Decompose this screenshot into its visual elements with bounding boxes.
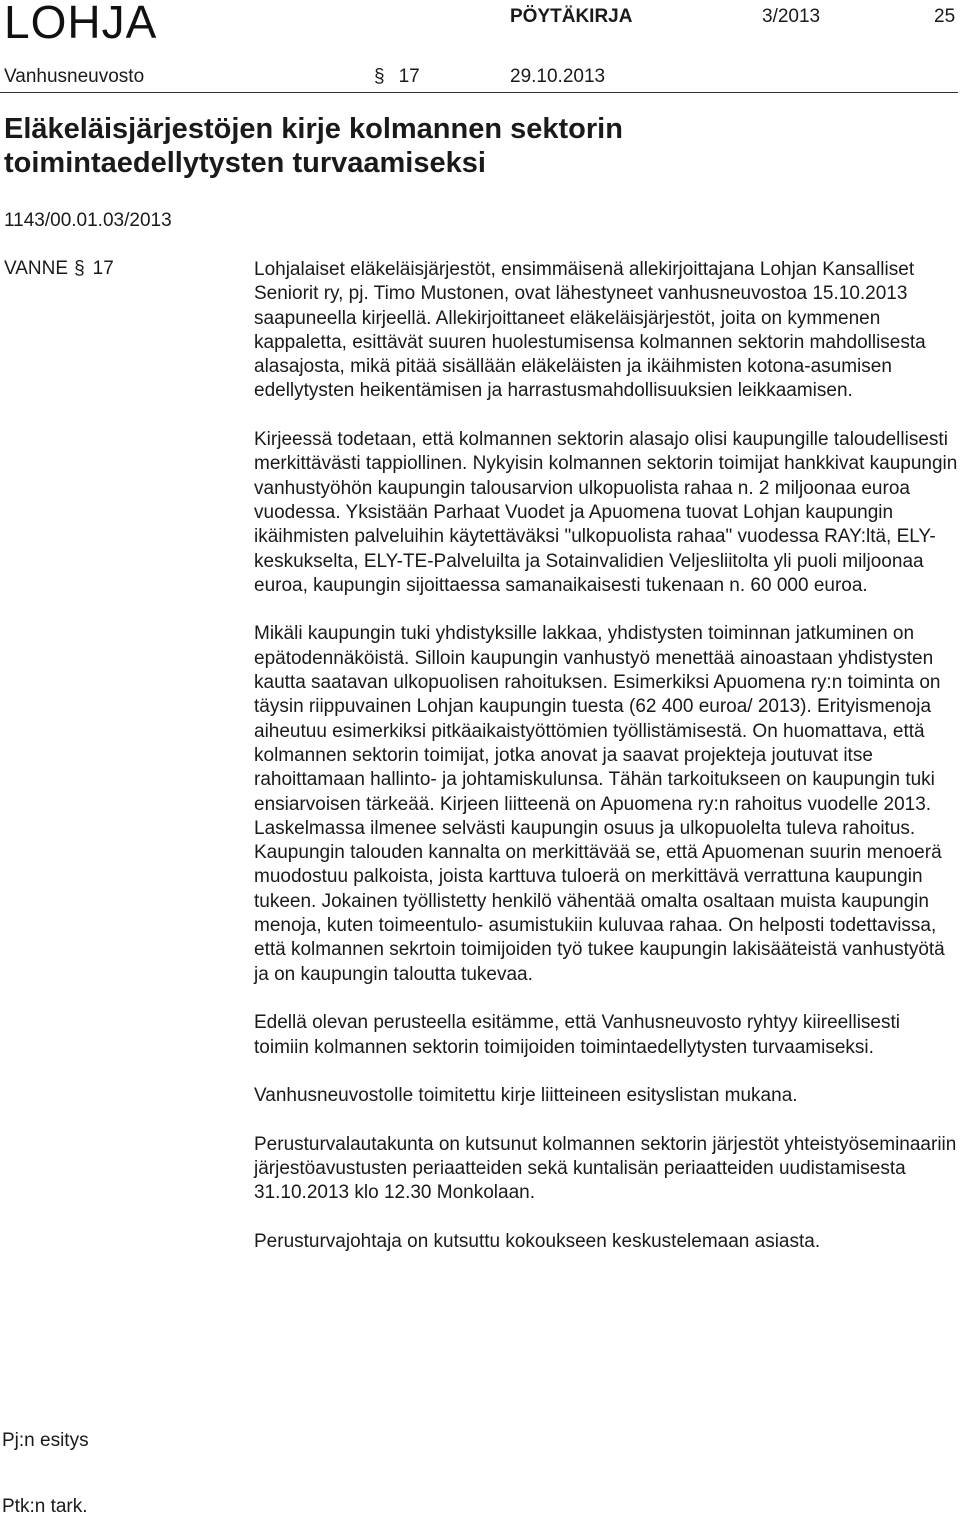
item-body — [254, 258, 960, 1278]
attachment-label: VANNE — [4, 258, 69, 279]
attachment-section-symbol: § — [74, 258, 85, 279]
minutes-checked-label: Ptk:n tark. — [2, 1496, 88, 1517]
body-paragraph-4: Edellä olevan perusteella esitämme, että Vanhusneuvosto ryhtyy kiireellisesti toimiin kolmannen sektorin toimijoiden toimintaedellytysten turvaamiseksi. — [254, 1012, 900, 1058]
header-divider — [0, 92, 958, 93]
body-paragraph-1: Lohjalaiset eläkeläisjärjestöt, ensimmäisenä allekirjoittajana Lohjan Kansalliset Seniorit ry, pj. Timo Mustonen, ovat lähestyneet vanhusneuvostoa 15.10.2013 saapuneella kirjeellä. Allekirjoittaneet eläkeläisjärjestöt, joita on kymmenen kappaletta, esittävät suuren huolestumisensa kolmannen sektorin mahdollisesta alasajosta, mikä pitää sisällään eläkeläisten ja ikäihmisten kotona-asumisen edellytysten heikentämisen ja harrastusmahdollisuuksien leikkaamisen. — [254, 259, 926, 402]
document-reference: 1143/00.01.03/2013 — [4, 210, 172, 231]
body-paragraph-6: Perusturvalautakunta on kutsunut kolmannen sektorin järjestöt yhteistyöseminaariin järjestöavustusten periaatteiden sekä kuntalisän periaatteiden uudistamisesta 31.10.2013 klo 12.30 Monkolaan. — [254, 1133, 957, 1204]
item-title — [4, 112, 724, 180]
body-paragraph-2: Kirjeessä todetaan, että kolmannen sektorin alasajo olisi kaupungille taloudellisesti merkittävästi tappiollinen. Nykyisin kolmannen sektorin toimijat hankkivat kaupungin vanhustyöhön kaupungin talousarvion ulkopuolista rahaa n. 2 miljoonaa euroa vuodessa. Yksistään Parhaat Vuodet ja Apuomena tuovat Lohjan kaupungin ikäihmisten palveluihin käytettäväksi "ulkopuolista rahaa" vuodessa RAY:ltä, ELY-keskukselta, ELY-TE-Palveluilta ja Sotainvalidien Veljesliitolta yli puoli miljoonaa euroa, kaupungin sijoittaessa samanaikaisesti tukenaan n. 60 000 euroa. — [254, 429, 958, 596]
section-number — [374, 66, 420, 88]
item-title-line-2: toimintaedellytysten turvaamiseksi — [4, 147, 486, 179]
attachment-number: 17 — [92, 258, 114, 279]
page-number: 25 — [934, 6, 956, 27]
section-number-value: 17 — [398, 66, 420, 87]
chair-proposal-label: Pj:n esitys — [2, 1430, 89, 1451]
meeting-date: 29.10.2013 — [510, 66, 606, 87]
document-number: 3/2013 — [762, 6, 821, 27]
lohja-logo: LOHJA — [4, 0, 158, 48]
item-title-line-1: Eläkeläisjärjestöjen kirje kolmannen sektorin — [4, 113, 623, 145]
document-type: PÖYTÄKIRJA — [510, 6, 633, 27]
body-paragraph-7: Perusturvajohtaja on kutsuttu kokoukseen keskustelemaan asiasta. — [254, 1230, 821, 1252]
body-paragraph-3: Mikäli kaupungin tuki yhdistyksille lakkaa, yhdistysten toiminnan jatkuminen on epätodennäköistä. Silloin kaupungin vanhustyö menettää ainoastaan yhdistysten kautta saatavan ulkopuolisen rahoituksen. Esimerkiksi Apuomena ry:n toiminta on täysin riippuvainen Lohjan kaupungin tuesta (62 400 euroa/ 2013). Erityismenoja aiheutuu esimerkiksi pitkäaikaistyöttömien työllistämisestä. On huomattava, että kolmannen sektorin toimijat, jotka anovat ja saavat projekteja joutuvat itse rahoittamaan hallinto- ja johtamiskulunsa. Tähän tarkoitukseen on kaupungin tuki ensiarvoisen tärkeää. Kirjeen liitteenä on Apuomena ry:n rahoitus vuodelle 2013. Laskelmassa ilmenee selvästi kaupungin osuus ja ulkopuolelta tuleva rahoitus. Kaupungin talouden kannalta on merkittävää se, että Apuomenan suurin menoerä muodostuu palkoista, joista karttuva tuloerä on merkittävä verrattuna kaupungin tukeen. Jokainen työllistetty henkilö vähentää omalta osaltaan muista kaupungin menoja, kuten toimeentulo- asumistukiin kuluvaa rahaa. On helposti todettavissa, että kolmannen sekrtoin toimijoiden työ tukee kaupungin lakisääteistä vanhustyötä ja on kaupungin taloutta tukevaa. — [254, 623, 945, 985]
organ-name: Vanhusneuvosto — [4, 66, 145, 87]
attachment-reference — [4, 258, 114, 280]
body-paragraph-5: Vanhusneuvostolle toimitettu kirje liitteineen esityslistan mukana. — [254, 1085, 798, 1107]
section-symbol: § — [374, 66, 385, 87]
